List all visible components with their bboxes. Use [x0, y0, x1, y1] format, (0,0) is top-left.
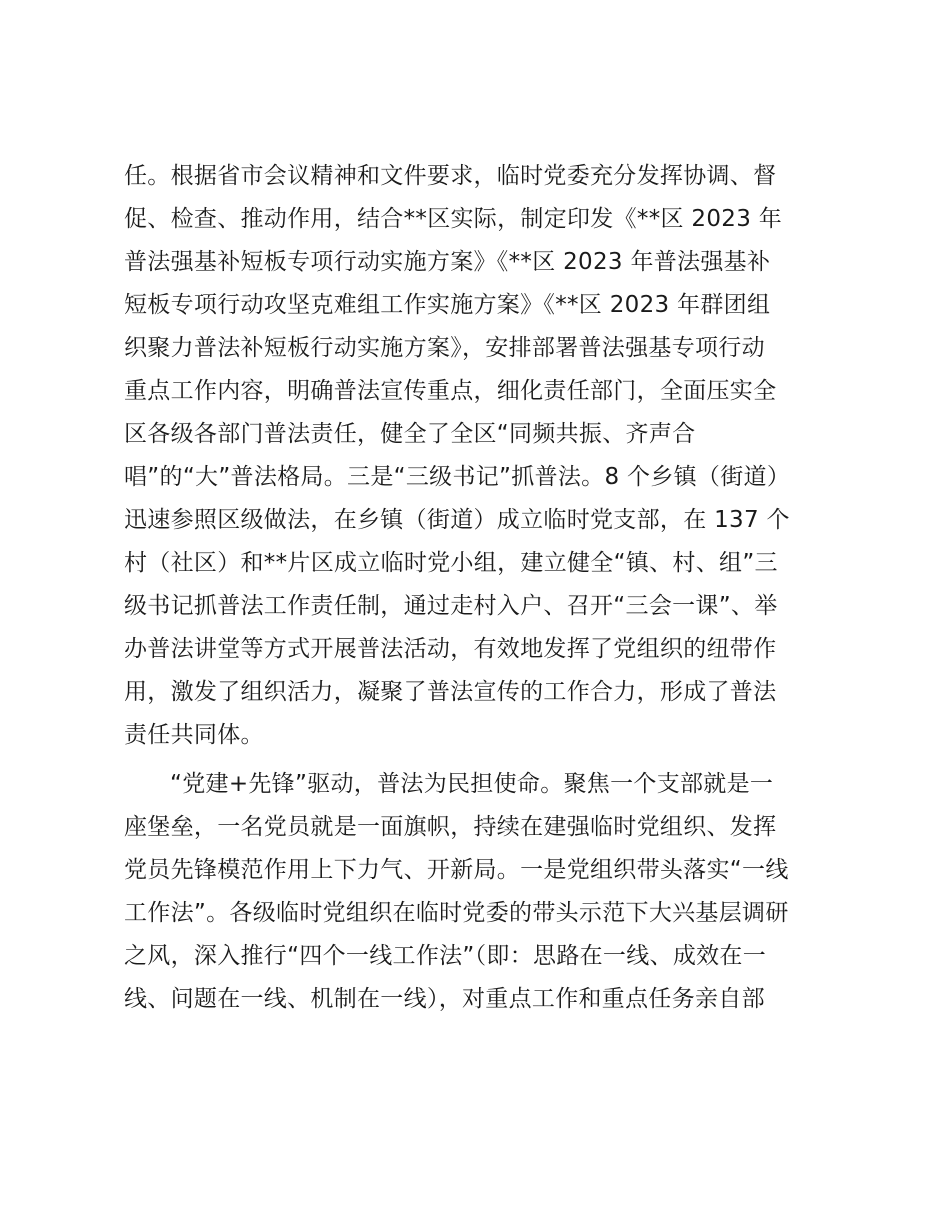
paragraph-2-line-3: 党员先锋模范作用上下力气、开新局。一是党组织带头落实“一线: [124, 857, 789, 883]
paragraph-1-line-11: 级书记抓普法工作责任制，通过走村入户、召开“三会一课”、举: [124, 593, 778, 619]
paragraph-1-line-3: 普法强基补短板专项行动实施方案》《**区 2023 年普法强基补: [124, 249, 771, 275]
paragraph-1-line-14: 责任共同体。: [124, 722, 264, 748]
paragraph-1-line-1: 任。根据省市会议精神和文件要求，临时党委充分发挥协调、督: [124, 163, 777, 189]
paragraph-1-line-8: 唱”的“大”普法格局。三是“三级书记”抓普法。8 个乡镇（街道）: [124, 464, 791, 490]
paragraph-2-line-5: 之风，深入推行“四个一线工作法”（即：思路在一线、成效在一: [124, 943, 767, 969]
paragraph-2-line-1: “党建+先锋”驱动，普法为民担使命。聚焦一个支部就是一: [170, 771, 774, 797]
paragraph-1-line-4: 短板专项行动攻坚克难组工作实施方案》《**区 2023 年群团组: [124, 292, 771, 318]
paragraph-1-line-2: 促、检查、推动作用，结合**区实际，制定印发《**区 2023 年: [124, 206, 783, 232]
paragraph-2-line-2: 座堡垒，一名党员就是一面旗帜，持续在建强临时党组织、发挥: [124, 814, 777, 840]
paragraph-1-line-6: 重点工作内容，明确普法宣传重点，细化责任部门，全面压实全: [124, 378, 777, 404]
paragraph-2-line-6: 线、问题在一线、机制在一线），对重点工作和重点任务亲自部: [124, 986, 765, 1012]
paragraph-1-line-12: 办普法讲堂等方式开展普法活动，有效地发挥了党组织的纽带作: [124, 636, 777, 662]
paragraph-2-line-4: 工作法”。各级临时党组织在临时党委的带头示范下大兴基层调研: [124, 900, 789, 926]
paragraph-1-line-10: 村（社区）和**片区成立临时党小组，建立健全“镇、村、组”三: [124, 550, 778, 576]
paragraph-1-line-5: 织聚力普法补短板行动实施方案》，安排部署普法强基专项行动: [124, 335, 765, 361]
paragraph-1-line-7: 区各级各部门普法责任，健全了全区“同频共振、齐声合: [124, 421, 696, 447]
paragraph-1-line-13: 用，激发了组织活力，凝聚了普法宣传的工作合力，形成了普法: [124, 679, 777, 705]
paragraph-1-line-9: 迅速参照区级做法，在乡镇（街道）成立临时党支部，在 137 个: [124, 507, 790, 533]
